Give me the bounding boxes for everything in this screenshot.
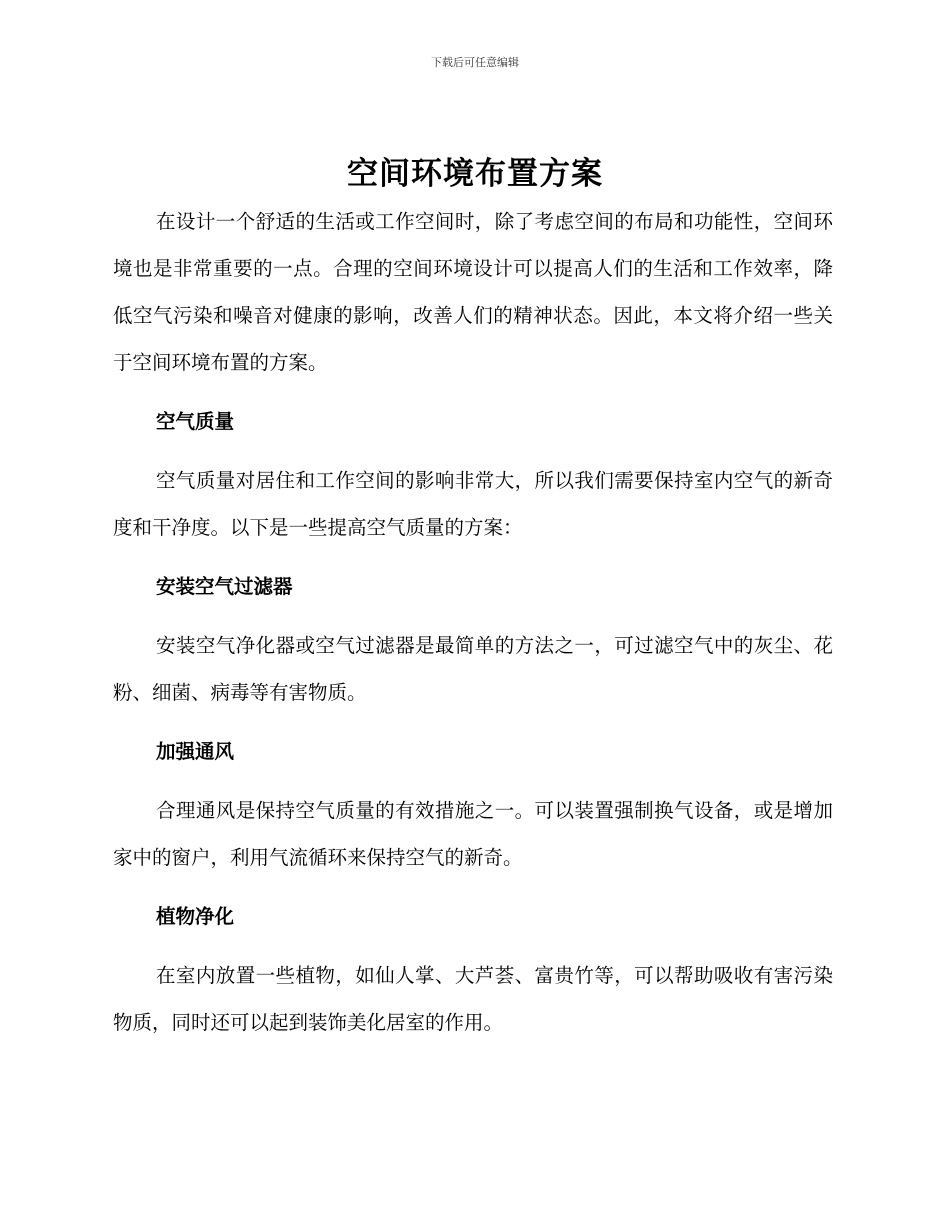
section-body-plant-purification: 在室内放置一些植物，如仙人掌、大芦荟、富贵竹等，可以帮助吸收有害污染物质，同时还可以起到装饰美化居室的作用。: [113, 964, 833, 1034]
intro-paragraph: 在设计一个舒适的生活或工作空间时，除了考虑空间的布局和功能性，空间环境也是非常重要的一点。合理的空间环境设计可以提高人们的生活和工作效率，降低空气污染和噪音对健康的影响，改善人们的精神状态。因此，本文将介绍一些关于空间环境布置的方案。: [113, 210, 833, 374]
page-header-note: 下载后可任意编辑: [431, 56, 519, 69]
document-body: [113, 198, 833, 1046]
section-heading-air-filter: 安装空气过滤器: [156, 575, 293, 598]
section-body-ventilation: 合理通风是保持空气质量的有效措施之一。可以装置强制换气设备，或是增加家中的窗户，利用气流循环来保持空气的新奇。: [113, 799, 833, 869]
section-body-air-filter: 安装空气净化器或空气过滤器是最简单的方法之一，可过滤空气中的灰尘、花粉、细菌、病毒等有害物质。: [113, 634, 833, 704]
document-title: 空间环境布置方案: [347, 156, 603, 192]
section-body-air-quality: 空气质量对居住和工作空间的影响非常大，所以我们需要保持室内空气的新奇度和干净度。以下是一些提高空气质量的方案：: [113, 469, 833, 539]
section-heading-plant-purification: 植物净化: [156, 905, 235, 928]
section-heading-air-quality: 空气质量: [156, 410, 235, 433]
section-heading-ventilation: 加强通风: [156, 740, 235, 763]
